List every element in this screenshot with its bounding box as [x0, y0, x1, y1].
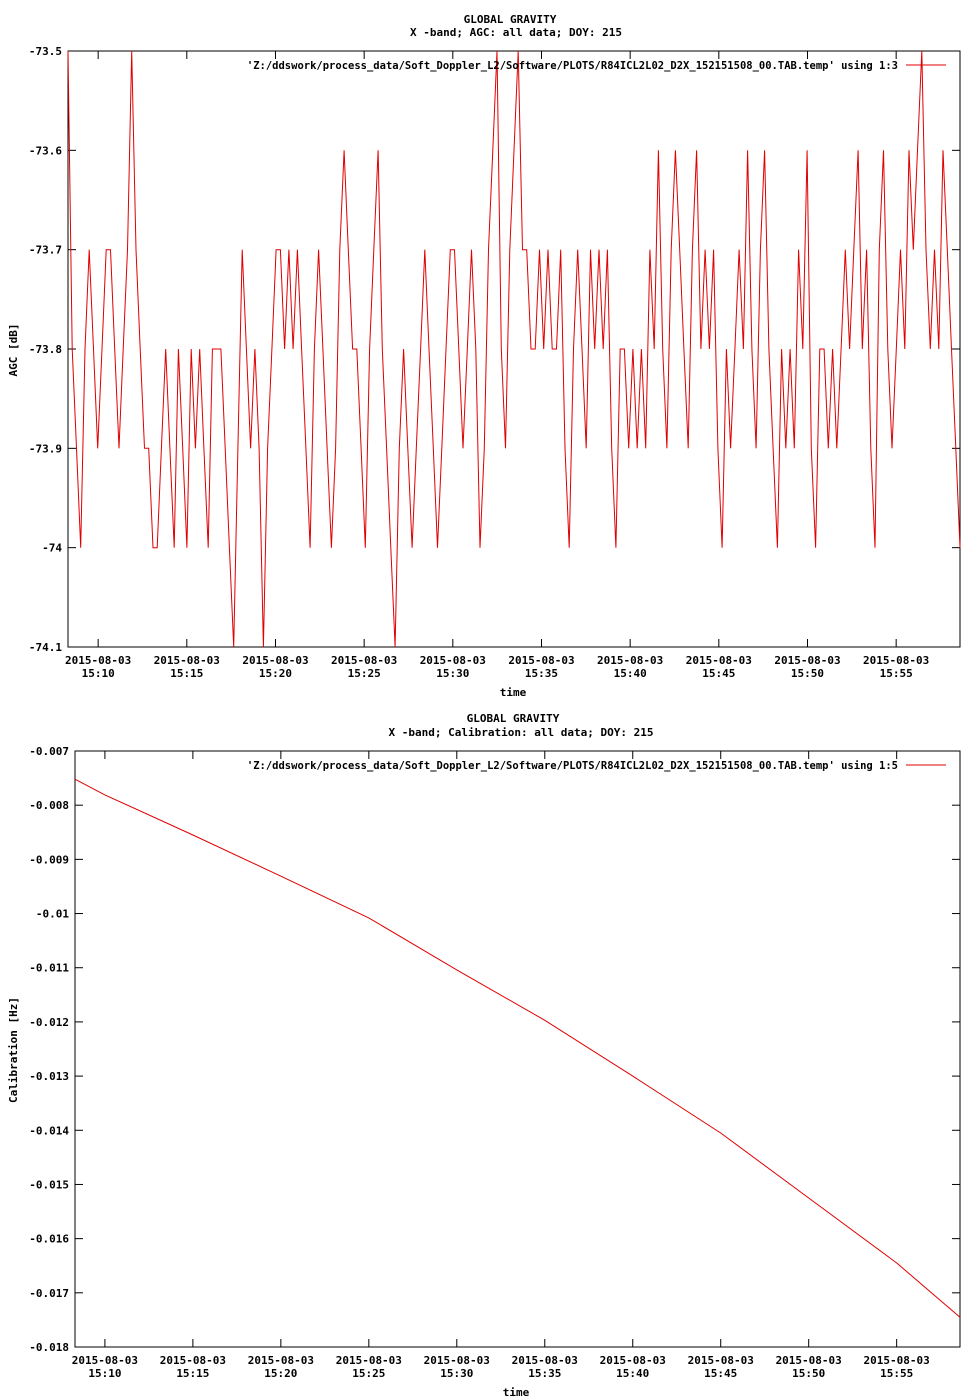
calibration-y-tick-label: -0.013 [29, 1070, 69, 1084]
agc-x-tick-time: 15:50 [790, 667, 825, 680]
calibration-y-tick-label: -0.017 [29, 1286, 69, 1300]
calibration-x-tick-date: 2015-08-03 [511, 1354, 578, 1367]
calibration-y-tick-label: -0.011 [29, 961, 69, 975]
calibration-x-tick-date: 2015-08-03 [159, 1354, 226, 1367]
calibration-x-ticks [72, 751, 930, 1380]
calibration-x-tick-date: 2015-08-03 [423, 1354, 490, 1367]
agc-x-tick-date: 2015-08-03 [774, 654, 841, 667]
agc-chart-subtitle: X -band; AGC: all data; DOY: 215 [410, 26, 622, 39]
agc-x-tick-time: 15:20 [258, 667, 293, 680]
agc-x-tick-time: 15:10 [81, 667, 115, 680]
calibration-x-tick-time: 15:55 [880, 1367, 914, 1380]
calibration-x-tick-time: 15:25 [352, 1367, 386, 1380]
agc-x-tick-date: 2015-08-03 [331, 654, 398, 667]
agc-chart-title: GLOBAL GRAVITY [463, 13, 557, 26]
calibration-x-tick-time: 15:15 [176, 1367, 210, 1380]
calibration-x-tick-time: 15:50 [792, 1367, 826, 1380]
calibration-y-ticks [29, 745, 960, 1354]
calibration-x-axis-label: time [502, 1386, 530, 1399]
calibration-y-tick-label: -0.01 [35, 907, 69, 921]
agc-x-tick-time: 15:55 [879, 667, 913, 680]
agc-legend-label: 'Z:/ddswork/process_data/Soft_Doppler_L2/Software/PLOTS/R84ICL2L02_D2X_152151508_00.TAB.temp' using 1:3 [246, 60, 898, 72]
agc-x-tick-date: 2015-08-03 [242, 654, 309, 667]
calibration-y-tick-label: -0.018 [29, 1341, 69, 1354]
agc-x-ticks [65, 51, 929, 680]
calibration-x-tick-time: 15:20 [264, 1367, 298, 1380]
calibration-y-tick-label: -0.015 [29, 1178, 69, 1192]
calibration-x-tick-date: 2015-08-03 [687, 1354, 754, 1367]
calibration-x-tick-date: 2015-08-03 [599, 1354, 666, 1367]
agc-x-tick-date: 2015-08-03 [685, 654, 752, 667]
calibration-series-line [75, 779, 960, 1317]
agc-x-tick-date: 2015-08-03 [863, 654, 930, 667]
calibration-y-axis-label: Calibration [Hz] [7, 997, 20, 1103]
calibration-x-tick-time: 15:40 [616, 1367, 650, 1380]
agc-y-tick-label: -73.6 [28, 144, 62, 158]
agc-y-tick-label: -74 [42, 541, 62, 555]
calibration-x-tick-time: 15:35 [528, 1367, 562, 1380]
calibration-x-tick-time: 15:10 [88, 1367, 122, 1380]
agc-x-tick-time: 15:15 [170, 667, 204, 680]
agc-x-tick-date: 2015-08-03 [597, 654, 664, 667]
calibration-x-tick-time: 15:30 [440, 1367, 474, 1380]
calibration-x-tick-date: 2015-08-03 [863, 1354, 930, 1367]
calibration-chart [7, 712, 960, 1399]
agc-y-tick-label: -74.1 [28, 641, 62, 654]
agc-x-tick-date: 2015-08-03 [508, 654, 575, 667]
calibration-y-tick-label: -0.007 [29, 745, 69, 758]
calibration-y-tick-label: -0.012 [29, 1015, 69, 1029]
calibration-x-tick-date: 2015-08-03 [775, 1354, 842, 1367]
calibration-y-tick-label: -0.016 [29, 1232, 69, 1246]
agc-x-tick-date: 2015-08-03 [65, 654, 132, 667]
agc-y-tick-label: -73.8 [28, 343, 62, 356]
agc-x-tick-time: 15:25 [347, 667, 381, 680]
calibration-chart-title: GLOBAL GRAVITY [466, 712, 560, 725]
calibration-x-tick-date: 2015-08-03 [335, 1354, 402, 1367]
agc-y-tick-label: -73.9 [28, 442, 62, 456]
agc-x-tick-time: 15:30 [436, 667, 470, 680]
calibration-y-tick-label: -0.008 [29, 799, 69, 813]
calibration-x-tick-time: 15:45 [704, 1367, 738, 1380]
agc-series-line [68, 51, 960, 647]
calibration-y-tick-label: -0.009 [29, 853, 69, 867]
agc-y-tick-label: -73.5 [28, 45, 62, 58]
calibration-x-tick-date: 2015-08-03 [71, 1354, 139, 1367]
calibration-y-tick-label: -0.014 [29, 1124, 69, 1138]
agc-y-axis-label: AGC [dB] [7, 323, 20, 377]
calibration-legend-label: 'Z:/ddswork/process_data/Soft_Doppler_L2/Software/PLOTS/R84ICL2L02_D2X_152151508_00.TAB.temp' using 1:5 [246, 760, 898, 772]
agc-chart [7, 13, 960, 699]
agc-x-tick-date: 2015-08-03 [153, 654, 220, 667]
agc-x-tick-time: 15:40 [613, 667, 647, 680]
agc-y-tick-label: -73.7 [28, 243, 62, 257]
agc-x-axis-label: time [499, 686, 527, 699]
calibration-x-tick-date: 2015-08-03 [247, 1354, 314, 1367]
calibration-chart-subtitle: X -band; Calibration: all data; DOY: 215 [388, 726, 654, 739]
calibration-plot-frame [75, 751, 960, 1347]
agc-x-tick-time: 15:35 [524, 667, 559, 680]
agc-x-tick-time: 15:45 [702, 667, 736, 680]
agc-x-tick-date: 2015-08-03 [419, 654, 486, 667]
